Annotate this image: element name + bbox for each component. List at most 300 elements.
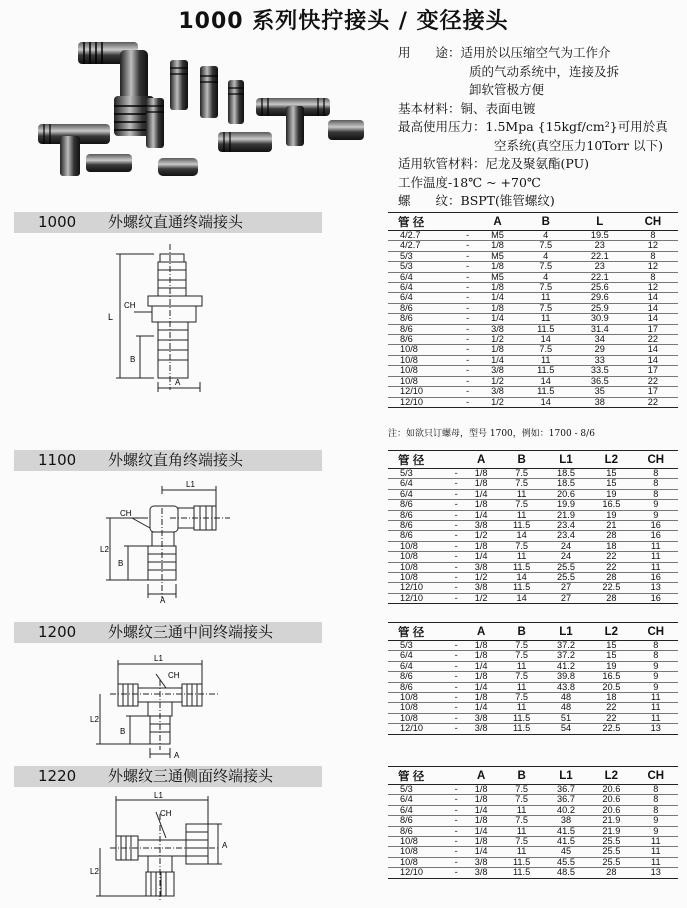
table-cell: - xyxy=(450,672,462,682)
table-cell: 41.5 xyxy=(543,826,589,836)
table-cell: 22 xyxy=(589,552,633,562)
table-cell: 7.5 xyxy=(520,283,572,293)
table-cell: - xyxy=(460,314,475,324)
table-cell: 4/2.7 xyxy=(388,231,460,241)
table-cell: 1/4 xyxy=(462,661,500,671)
drawing-1200 xyxy=(90,650,240,760)
table-row xyxy=(388,672,678,682)
table-cell: - xyxy=(460,387,475,397)
table-cell: 3/8 xyxy=(462,724,500,734)
table-cell: 28 xyxy=(589,531,633,541)
table-cell: 3/8 xyxy=(462,521,500,531)
table-row xyxy=(388,805,678,815)
table-cell: - xyxy=(450,857,462,867)
table-cell: 12/10 xyxy=(388,868,450,878)
table-cell: 22.5 xyxy=(589,583,633,593)
table-cell: - xyxy=(450,703,462,713)
table-cell: 7.5 xyxy=(500,541,543,551)
table-cell: 43.8 xyxy=(543,682,589,692)
table-cell: 23.4 xyxy=(543,531,589,541)
table-row xyxy=(388,857,678,867)
table-cell: 8/6 xyxy=(388,324,460,334)
table-cell: 38 xyxy=(543,816,589,826)
table-cell: 8 xyxy=(634,641,678,651)
elbow-fitting-large xyxy=(78,42,154,136)
table-cell: 16.5 xyxy=(589,500,633,510)
table-cell: - xyxy=(450,785,462,795)
table-cell: 8/6 xyxy=(388,531,450,541)
table-cell: 22 xyxy=(589,562,633,572)
column-header: CH xyxy=(634,623,678,641)
table-cell: - xyxy=(460,293,475,303)
table-cell: 1/8 xyxy=(462,795,500,805)
dim-label: L1 xyxy=(154,654,163,663)
table-row xyxy=(388,816,678,826)
table-cell: - xyxy=(460,397,475,407)
table-cell: 15 xyxy=(589,479,633,489)
table-cell: 14 xyxy=(628,293,678,303)
table-row xyxy=(388,293,678,303)
table-row xyxy=(388,593,678,603)
table-cell: 8 xyxy=(628,272,678,282)
table-cell: - xyxy=(450,593,462,603)
table-cell: 48 xyxy=(543,693,589,703)
table-cell: 37.2 xyxy=(543,641,589,651)
table-cell: 19 xyxy=(589,510,633,520)
table-cell: 6/4 xyxy=(388,795,450,805)
table-cell: 27 xyxy=(543,593,589,603)
table-cell: 14 xyxy=(628,303,678,313)
column-header: L xyxy=(572,213,628,231)
table-cell: 7.5 xyxy=(500,479,543,489)
column-header: CH xyxy=(628,213,678,231)
table-cell: 28 xyxy=(589,573,633,583)
table-cell: 3/8 xyxy=(462,868,500,878)
table-cell: 4/2.7 xyxy=(388,241,460,251)
table-cell: 8 xyxy=(634,785,678,795)
dim-label: B xyxy=(130,355,136,364)
table-cell: 1/4 xyxy=(462,826,500,836)
table-cell: 11.5 xyxy=(500,583,543,593)
table-cell: 10/8 xyxy=(388,573,450,583)
table-cell: 11 xyxy=(520,293,572,303)
table-cell: 10/8 xyxy=(388,552,450,562)
table-cell: 8 xyxy=(634,479,678,489)
table-cell: 19.5 xyxy=(572,231,628,241)
table-cell: 1/8 xyxy=(475,345,519,355)
dim-label: CH xyxy=(168,671,180,680)
table-cell: 10/8 xyxy=(388,355,460,365)
column-header: 管 径 xyxy=(388,451,450,469)
spec-table-1100 xyxy=(388,450,678,604)
table-cell: 6/4 xyxy=(388,479,450,489)
table-cell: 1/8 xyxy=(462,672,500,682)
table-cell: 6/4 xyxy=(388,805,450,815)
table-cell: 19.9 xyxy=(543,500,589,510)
table-cell: - xyxy=(450,661,462,671)
table-cell: 10/8 xyxy=(388,713,450,723)
table-cell: 5/3 xyxy=(388,262,460,272)
table-cell: 16.5 xyxy=(589,672,633,682)
table-cell: 14 xyxy=(500,593,543,603)
table-cell: M5 xyxy=(475,231,519,241)
table-cell: 24 xyxy=(543,541,589,551)
table-cell: 10/8 xyxy=(388,857,450,867)
table-cell: 7.5 xyxy=(520,241,572,251)
table-row xyxy=(388,693,678,703)
table-cell: 24 xyxy=(543,552,589,562)
table-cell: 10/8 xyxy=(388,345,460,355)
table-cell: 11 xyxy=(500,847,543,857)
table-cell: 11.5 xyxy=(520,366,572,376)
table-cell: - xyxy=(450,562,462,572)
table-cell: - xyxy=(460,231,475,241)
table-cell: 7.5 xyxy=(500,500,543,510)
table-cell: 13 xyxy=(634,583,678,593)
table-row xyxy=(388,531,678,541)
table-cell: 8/6 xyxy=(388,521,450,531)
table-cell: 16 xyxy=(634,531,678,541)
table-cell: 4 xyxy=(520,231,572,241)
table-cell: 11 xyxy=(634,847,678,857)
table-cell: 16 xyxy=(634,521,678,531)
table-cell: 11 xyxy=(500,510,543,520)
table-cell: 1/8 xyxy=(462,785,500,795)
table-cell: 8/6 xyxy=(388,816,450,826)
table-cell: - xyxy=(460,366,475,376)
table-cell: 17 xyxy=(628,387,678,397)
table-cell: 11 xyxy=(634,703,678,713)
table-cell: 29.6 xyxy=(572,293,628,303)
table-row xyxy=(388,837,678,847)
table-cell: 8/6 xyxy=(388,500,450,510)
table-cell: 7.5 xyxy=(500,785,543,795)
table-row xyxy=(388,541,678,551)
spec-table-1000 xyxy=(388,212,678,408)
table-cell: 11 xyxy=(520,314,572,324)
table-row xyxy=(388,262,678,272)
table-cell: 36.5 xyxy=(572,376,628,386)
table-row xyxy=(388,724,678,734)
table-cell: 7.5 xyxy=(520,262,572,272)
table-row xyxy=(388,231,678,241)
table-row xyxy=(388,703,678,713)
table-cell: 11 xyxy=(634,541,678,551)
section-header-1100: 1100 外螺纹直角终端接头 xyxy=(14,450,322,471)
table-cell: 8/6 xyxy=(388,826,450,836)
product-photo xyxy=(28,36,368,186)
table-row xyxy=(388,795,678,805)
table-row xyxy=(388,376,678,386)
table-cell: - xyxy=(450,583,462,593)
table-cell: 8/6 xyxy=(388,672,450,682)
table-row xyxy=(388,847,678,857)
table-cell: - xyxy=(450,641,462,651)
table-cell: 14 xyxy=(500,531,543,541)
table-cell: - xyxy=(450,837,462,847)
table-cell: 8 xyxy=(634,795,678,805)
table-cell: 9 xyxy=(634,816,678,826)
table-cell: 14 xyxy=(628,355,678,365)
table-cell: 19 xyxy=(589,489,633,499)
dim-label: CH xyxy=(120,509,132,518)
table-cell: 11 xyxy=(500,703,543,713)
table-cell: - xyxy=(450,510,462,520)
table-cell: 7.5 xyxy=(500,641,543,651)
table-cell: 7.5 xyxy=(500,816,543,826)
table-cell: 15 xyxy=(589,469,633,479)
table-cell: 25.5 xyxy=(589,847,633,857)
table-cell: 7.5 xyxy=(500,672,543,682)
table-cell: 1/8 xyxy=(462,469,500,479)
table-cell: 20.6 xyxy=(589,795,633,805)
table-cell: 29 xyxy=(572,345,628,355)
table-cell: - xyxy=(460,262,475,272)
table-cell: 21.9 xyxy=(589,816,633,826)
table-cell: 22 xyxy=(628,335,678,345)
table-cell: - xyxy=(460,324,475,334)
table-cell: 11 xyxy=(500,682,543,692)
spec-row: 最高使用压力： 1.5Mpa {15kgf/cm²}可用於真 xyxy=(398,119,668,134)
table-cell: 8 xyxy=(634,651,678,661)
table-row xyxy=(388,251,678,261)
table-cell: 8/6 xyxy=(388,303,460,313)
table-cell: 21.9 xyxy=(589,826,633,836)
table-cell: - xyxy=(450,521,462,531)
section-header-1200: 1200 外螺纹三通中间终端接头 xyxy=(14,622,322,643)
table-row xyxy=(388,355,678,365)
table-cell: 10/8 xyxy=(388,847,450,857)
table-cell: 28 xyxy=(589,593,633,603)
table-cell: 5/3 xyxy=(388,251,460,261)
table-cell: 16 xyxy=(634,573,678,583)
table-cell: 14 xyxy=(628,314,678,324)
table-cell: 3/8 xyxy=(475,324,519,334)
table-cell: 7.5 xyxy=(520,303,572,313)
table-cell: 1/4 xyxy=(462,552,500,562)
table-cell: 36.7 xyxy=(543,785,589,795)
table-row xyxy=(388,713,678,723)
table-cell: 25.5 xyxy=(543,573,589,583)
table-cell: 35 xyxy=(572,387,628,397)
spec-row: 卸软管极方便 xyxy=(469,82,545,97)
table-row xyxy=(388,397,678,407)
table-cell: - xyxy=(450,469,462,479)
table-cell: M5 xyxy=(475,251,519,261)
table-cell: 1/8 xyxy=(475,262,519,272)
table-cell: 6/4 xyxy=(388,661,450,671)
table-row xyxy=(388,469,678,479)
table-cell: 1/2 xyxy=(462,531,500,541)
table-row xyxy=(388,387,678,397)
table-cell: 14 xyxy=(520,397,572,407)
table-cell: 14 xyxy=(520,376,572,386)
table-cell: - xyxy=(460,335,475,345)
table-cell: 30.9 xyxy=(572,314,628,324)
column-header: CH xyxy=(634,767,678,785)
table-cell: 5/3 xyxy=(388,641,450,651)
table-cell: - xyxy=(450,651,462,661)
column-header: 管 径 xyxy=(388,213,460,231)
table-cell: 5/3 xyxy=(388,469,450,479)
table-cell: 1/4 xyxy=(462,847,500,857)
table-cell: 22.5 xyxy=(589,724,633,734)
table-cell: - xyxy=(460,345,475,355)
table-cell: 28 xyxy=(589,868,633,878)
table-cell: 10/8 xyxy=(388,376,460,386)
table-row xyxy=(388,826,678,836)
table-row xyxy=(388,314,678,324)
table-cell: 6/4 xyxy=(388,651,450,661)
table-cell: 25.5 xyxy=(589,837,633,847)
table-cell: 23.4 xyxy=(543,521,589,531)
table-cell: 54 xyxy=(543,724,589,734)
table-cell: 20.6 xyxy=(589,805,633,815)
table-cell: 1/8 xyxy=(462,837,500,847)
table-cell: 23 xyxy=(572,241,628,251)
table-cell: 11.5 xyxy=(500,857,543,867)
table-cell: 11.5 xyxy=(500,713,543,723)
column-header: 管 径 xyxy=(388,623,450,641)
table-cell: - xyxy=(450,531,462,541)
table-cell: 7.5 xyxy=(500,693,543,703)
table-row xyxy=(388,661,678,671)
table-cell: 48.5 xyxy=(543,868,589,878)
table-cell: - xyxy=(460,376,475,386)
dim-label: B xyxy=(120,727,126,736)
table-cell: 40.2 xyxy=(543,805,589,815)
table-cell: 11.5 xyxy=(500,521,543,531)
table-cell: 18.5 xyxy=(543,479,589,489)
table-cell: - xyxy=(450,795,462,805)
dim-label: CH xyxy=(124,301,136,310)
table-cell: 10/8 xyxy=(388,541,450,551)
section-header-1000: 1000 外螺纹直通终端接头 xyxy=(14,212,322,233)
table-cell: 12/10 xyxy=(388,593,450,603)
table-cell: 45 xyxy=(543,847,589,857)
table-cell: 1/2 xyxy=(462,573,500,583)
table-cell: 11 xyxy=(634,837,678,847)
table-row xyxy=(388,345,678,355)
table-cell: 12/10 xyxy=(388,724,450,734)
table-cell: 1/4 xyxy=(475,314,519,324)
table-cell: - xyxy=(450,541,462,551)
table-cell: 20.5 xyxy=(589,682,633,692)
table-cell: 14 xyxy=(520,335,572,345)
column-header: L1 xyxy=(543,623,589,641)
table-cell: - xyxy=(450,500,462,510)
table-cell: 11 xyxy=(634,693,678,703)
table-cell: 39.8 xyxy=(543,672,589,682)
dim-label: L1 xyxy=(154,791,163,800)
table-cell: - xyxy=(450,724,462,734)
table-row xyxy=(388,489,678,499)
table-row xyxy=(388,562,678,572)
dim-label: L xyxy=(108,312,114,322)
table-cell: 7.5 xyxy=(500,837,543,847)
table-cell: 9 xyxy=(634,500,678,510)
table-cell: 8 xyxy=(628,231,678,241)
table-cell: 31.4 xyxy=(572,324,628,334)
dim-label: B xyxy=(118,559,124,568)
table-cell: 1/8 xyxy=(462,693,500,703)
table-cell: 10/8 xyxy=(388,837,450,847)
table-cell: 11.5 xyxy=(500,562,543,572)
table-cell: 1/8 xyxy=(475,283,519,293)
table-cell: 22 xyxy=(628,376,678,386)
table-cell: 7.5 xyxy=(500,795,543,805)
table-row xyxy=(388,241,678,251)
column-header: L2 xyxy=(589,451,633,469)
column-header: L1 xyxy=(543,767,589,785)
table-cell: 1/8 xyxy=(462,816,500,826)
spec-table-1200 xyxy=(388,622,678,735)
table-cell: 6/4 xyxy=(388,272,460,282)
table-cell: 9 xyxy=(634,510,678,520)
table-row xyxy=(388,500,678,510)
table-cell: 11 xyxy=(634,857,678,867)
table-cell: 8/6 xyxy=(388,314,460,324)
table-cell: 11 xyxy=(500,552,543,562)
table-cell: 1/8 xyxy=(462,651,500,661)
table-cell: 33.5 xyxy=(572,366,628,376)
table-cell: 4 xyxy=(520,251,572,261)
table-cell: 38 xyxy=(572,397,628,407)
table-cell: 3/8 xyxy=(462,713,500,723)
table-cell: 5/3 xyxy=(388,785,450,795)
table-cell: 8/6 xyxy=(388,682,450,692)
table-row xyxy=(388,521,678,531)
table-cell: - xyxy=(460,303,475,313)
table-cell: 1/2 xyxy=(462,593,500,603)
table-cell: 7.5 xyxy=(500,469,543,479)
table-cell: 12 xyxy=(628,241,678,251)
table-cell: 12/10 xyxy=(388,397,460,407)
table-cell: 1/2 xyxy=(475,376,519,386)
table-cell: 21 xyxy=(589,521,633,531)
table-cell: 1/4 xyxy=(462,489,500,499)
table-cell: 11 xyxy=(634,562,678,572)
table-cell: 22.1 xyxy=(572,251,628,261)
spec-table-1220 xyxy=(388,766,678,879)
table-cell: 1/8 xyxy=(462,500,500,510)
table-cell: 15 xyxy=(589,641,633,651)
table-cell: - xyxy=(450,479,462,489)
table-cell: 11 xyxy=(500,826,543,836)
table-cell: 10/8 xyxy=(388,562,450,572)
table-cell: 8 xyxy=(634,805,678,815)
page-title: 1000 系列快拧接头 / 变径接头 xyxy=(178,9,509,34)
table-row xyxy=(388,272,678,282)
table-row xyxy=(388,868,678,878)
spec-row: 适用软管材料： 尼龙及聚氨酯(PU) xyxy=(398,156,589,171)
table-cell: 10/8 xyxy=(388,366,460,376)
table-cell: M5 xyxy=(475,272,519,282)
table-cell: 11 xyxy=(634,713,678,723)
column-header: L2 xyxy=(589,623,633,641)
dim-label: A xyxy=(222,841,228,850)
table-cell: - xyxy=(460,272,475,282)
table-cell: 13 xyxy=(634,724,678,734)
table-cell: 3/8 xyxy=(462,857,500,867)
table-cell: 10/8 xyxy=(388,693,450,703)
dim-label: L2 xyxy=(100,545,109,554)
table-cell: 1/4 xyxy=(462,703,500,713)
spec-row: 质的气动系统中，连接及拆 xyxy=(469,63,620,79)
drawing-1100 xyxy=(100,478,240,608)
spec-row: 用 途： 适用於以压缩空气为工作介 xyxy=(398,45,611,60)
table-note: 注：如欲只订螺母，型号 1700，例如：1700 - 8/6 xyxy=(388,429,595,439)
